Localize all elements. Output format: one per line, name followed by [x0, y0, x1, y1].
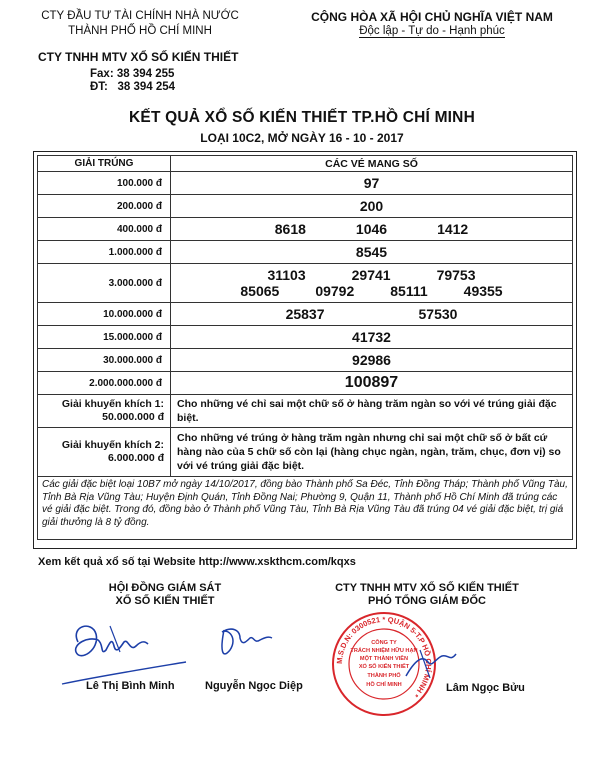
winning-number: 57530	[418, 306, 458, 322]
winning-number: 41732	[352, 329, 391, 345]
winning-number: 97	[363, 175, 380, 191]
note-row	[38, 477, 573, 540]
consolation2-label: Giải khuyến khích 2:	[61, 439, 164, 451]
consolation1-text: Cho những vé chỉ sai một chữ số ở hàng trăm ngàn so với vé trúng giải đặc biệt.	[171, 395, 573, 428]
national-motto	[286, 25, 578, 37]
signature-ngoc-buu	[400, 640, 460, 684]
winning-numbers	[171, 303, 573, 326]
prize-amount: 1.000.000 đ	[38, 241, 171, 264]
winning-numbers	[171, 218, 573, 241]
consolation1-label: Giải khuyến khích 1:	[61, 398, 164, 410]
table-row	[38, 241, 573, 264]
consolation2-prize	[38, 428, 171, 477]
table-row	[38, 264, 573, 303]
national-motto-text: Độc lập - Tự do - Hạnh phúc	[359, 25, 505, 37]
prize-amount: 2.000.000.000 đ	[38, 372, 171, 395]
table-row	[38, 218, 573, 241]
special-prize-number	[171, 372, 573, 395]
signatory-name: Lê Thị Bình Minh	[86, 680, 175, 692]
prize-amount: 400.000 đ	[38, 218, 171, 241]
table-row	[38, 326, 573, 349]
prize-amount: 10.000.000 đ	[38, 303, 171, 326]
company-signatory-title: CTY TNHH MTV XỔ SỐ KIẾN THIẾT	[335, 582, 519, 594]
winning-numbers	[171, 172, 573, 195]
national-title: CỘNG HÒA XÃ HỘI CHỦ NGHĨA VIỆT NAM	[311, 10, 553, 24]
supervisory-board-title: HỘI ĐỒNG GIÁM SÁT	[108, 582, 222, 594]
prize-amount: 3.000.000 đ	[38, 264, 171, 303]
document-subtitle: LOẠI 10C2, MỞ NGÀY 16 - 10 - 2017	[200, 131, 404, 145]
seal-text: XỔ SỐ KIẾN THIẾT	[358, 664, 410, 670]
col-header-prize: GIẢI TRÚNG	[38, 156, 171, 172]
consolation1-amount: 50.000.000 đ	[102, 411, 164, 423]
seal-text: HỒ CHÍ MINH	[366, 682, 402, 688]
winning-number: 49355	[463, 283, 503, 299]
winning-numbers	[171, 264, 573, 303]
winning-number: 31103	[267, 267, 306, 283]
winning-numbers	[171, 241, 573, 264]
seal-text: MỘT THÀNH VIÊN	[359, 656, 409, 662]
winning-number: 79753	[436, 267, 476, 283]
winning-number: 09792	[315, 283, 355, 299]
consolation-row	[38, 428, 573, 477]
consolation-row	[38, 395, 573, 428]
signatory-name: Nguyễn Ngọc Diệp	[205, 680, 303, 692]
winning-number: 200	[359, 198, 384, 214]
prize-amount: 15.000.000 đ	[38, 326, 171, 349]
org-name-line2: THÀNH PHỐ HỒ CHÍ MINH	[68, 25, 212, 37]
seal-ring-text: M.S.D.N: 0300521 * QUẬN 5-T.P HỒ CHÍ MINH *	[334, 614, 434, 700]
winning-numbers	[171, 349, 573, 372]
consolation2-amount: 6.000.000 đ	[107, 452, 164, 464]
signatory-name: Lâm Ngọc Bửu	[446, 682, 525, 694]
website-notice: Xem kết quả xổ số tại Website http://www.xskthcm.com/kqxs	[38, 556, 356, 568]
document-title: KẾT QUẢ XỔ SỐ KIẾN THIẾT TP.HỒ CHÍ MINH	[129, 109, 475, 126]
winning-numbers	[171, 195, 573, 218]
winning-numbers	[171, 326, 573, 349]
seal-text: TRÁCH NHIỆM HỮU HẠN	[350, 648, 418, 654]
winning-number: 8618	[274, 221, 306, 237]
seal-text: CÔNG TY	[371, 640, 397, 646]
table-row	[38, 372, 573, 395]
seal-text: THÀNH PHỐ	[367, 673, 401, 679]
winning-number: 1046	[355, 221, 388, 237]
company-signatory-position: PHÓ TỔNG GIÁM ĐỐC	[368, 595, 486, 607]
phone-number: ĐT: 38 394 254	[90, 81, 176, 93]
winning-number: 1412	[437, 221, 469, 237]
table-row	[38, 172, 573, 195]
winning-number: 85065	[240, 283, 280, 299]
org-name-line1: CTY ĐẦU TƯ TÀI CHÍNH NHÀ NƯỚC	[41, 10, 239, 22]
winning-number: 92986	[352, 352, 391, 368]
table-row	[38, 303, 573, 326]
consolation1-prize	[38, 395, 171, 428]
winning-number: 25837	[285, 306, 325, 322]
table-header-row	[38, 156, 573, 172]
prize-amount: 100.000 đ	[38, 172, 171, 195]
prize-amount: 30.000.000 đ	[38, 349, 171, 372]
winning-number: 8545	[355, 244, 388, 260]
table-row	[38, 195, 573, 218]
prize-amount: 200.000 đ	[38, 195, 171, 218]
special-prize-note: Các giải đặc biệt loại 10B7 mở ngày 14/10/2017, đồng bào Thành phố Sa Đéc, Tỉnh Đồng Tháp; Thành phố Vũng Tàu, Tỉnh Bà Rịa Vũng Tàu; Huyện Định Quán, Tỉnh Đồng Nai; Phường 9, Quận 11, Thành phố Hồ Chí Minh đã trúng các vé giải đặc biệt. Trong đó, đồng bào ở Thành phố Vũng Tàu, Tỉnh Bà Rịa Vũng Tàu đã trúng 04 vé giải đặc biệt, trị giá giải thưởng là 8 tỷ đồng.	[38, 477, 573, 540]
table-row	[38, 349, 573, 372]
consolation2-text: Cho những vé trúng ở hàng trăm ngàn nhưng chỉ sai một chữ số ở bất cứ hàng nào của 5 chữ số còn lại (hàng chục ngàn, ngàn, trăm, chục, đơn vị) so với vé trúng giải đặc biệt.	[171, 428, 573, 477]
winning-number: 85111	[390, 283, 428, 299]
supervisory-board-subtitle: XỔ SỐ KIẾN THIẾT	[115, 595, 215, 607]
signature-ngoc-diep	[210, 620, 280, 670]
col-header-numbers: CÁC VÉ MANG SỐ	[171, 156, 573, 172]
winning-number: 29741	[351, 267, 391, 283]
winning-number: 100897	[344, 374, 399, 391]
company-name: CTY TNHH MTV XỔ SỐ KIẾN THIẾT	[38, 50, 239, 64]
fax-number: Fax: 38 394 255	[90, 68, 175, 80]
results-table	[37, 155, 573, 540]
